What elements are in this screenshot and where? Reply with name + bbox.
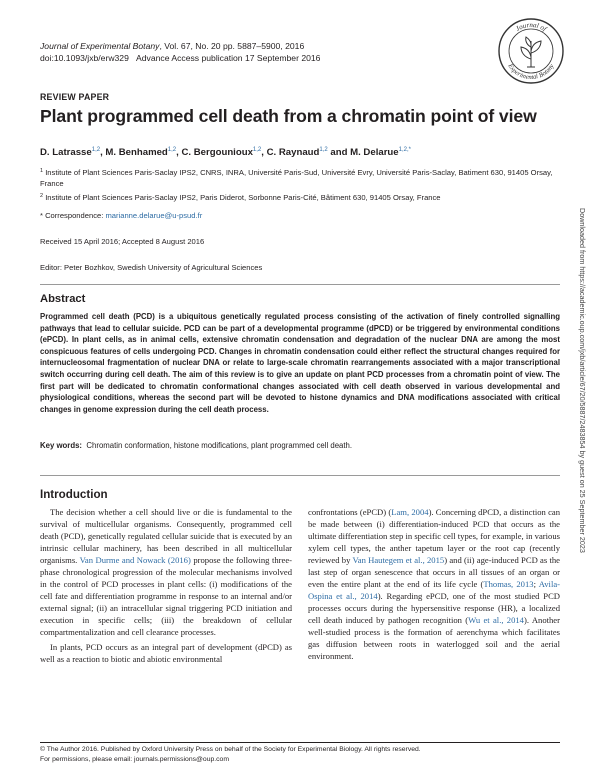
divider (40, 284, 560, 285)
affiliation-text: Institute of Plant Sciences Paris-Saclay IPS2, Paris Diderot, Sorbonne Paris-Cité, Bâtiment 630, 91405 Orsay, France (45, 193, 441, 202)
divider (40, 475, 560, 476)
author-affiliation-marker[interactable]: 1,2 (319, 147, 328, 153)
journal-of-experimental-botany-seal (497, 17, 565, 85)
author-list (40, 147, 411, 158)
author-name[interactable]: D. Latrasse (40, 147, 92, 158)
author-affiliation-marker[interactable]: 1,2 (252, 147, 262, 153)
abstract-heading: Abstract (40, 293, 86, 305)
advance-access: Advance Access publication 17 September 2016 (136, 53, 321, 63)
paragraph (40, 506, 292, 638)
article-type: REVIEW PAPER (40, 92, 110, 102)
citation-link[interactable]: Thomas, 2013 (483, 579, 534, 589)
seal-text-top: Journal of (514, 20, 548, 33)
correspondence (40, 211, 202, 220)
svg-text:Journal of (514, 21, 549, 34)
author-name[interactable]: M. Delarue (350, 147, 399, 158)
paragraph-text: In plants, PCD occurs as an integral part of development (dPCD) as well as a reaction to biotic and abiotic environmental (40, 642, 292, 664)
author-name[interactable]: M. Benhamed (105, 147, 168, 158)
author-affiliation-marker[interactable]: 1,2 (167, 147, 177, 153)
affiliation-1 (40, 166, 560, 189)
footer-divider (40, 742, 560, 743)
received-accepted-dates: Received 15 April 2016; Accepted 8 August 2016 (40, 237, 205, 246)
citation-link[interactable]: Van Durme and Nowack (2016) (79, 555, 191, 565)
paragraph-text: ; (533, 579, 539, 589)
correspondence-label: * Correspondence: (40, 211, 104, 220)
journal-citation: , Vol. 67, No. 20 pp. 5887–5900, 2016 (159, 41, 305, 51)
download-watermark (577, 208, 589, 608)
keywords-text: Chromatin conformation, histone modifications, plant programmed cell death. (86, 441, 353, 450)
affiliation-2 (40, 191, 560, 203)
author-separator: , (261, 147, 267, 158)
paragraph (40, 641, 292, 665)
author-separator: and (327, 147, 351, 158)
journal-name: Journal of Experimental Botany (40, 41, 160, 51)
citation-link[interactable]: Wu et al., 2014 (468, 615, 524, 625)
author-affiliation-marker[interactable]: 1,2,* (398, 147, 411, 153)
paragraph-text: ). Another well-studied process is the formation of aerenchyma which facilitates gas diffusion between roots in waterlogged soil and the aerial environment. (308, 615, 560, 661)
citation-link[interactable]: Van Hautegem et al., 2015 (352, 555, 445, 565)
affiliation-text: Institute of Plant Sciences Paris-Saclay IPS2, CNRS, INRA, Université Paris-Sud, Université Evry, Université Paris-Saclay, Batiment 630, 91405 Orsay, France (40, 168, 553, 188)
copyright-line: © The Author 2016. Published by Oxford University Press on behalf of the Society for Experimental Biology. All rights reserved. (40, 746, 421, 753)
affiliation-number: 1 (40, 168, 44, 174)
seal-text-bottom: Experimental Botany (506, 62, 556, 82)
introduction-right-column (308, 506, 560, 665)
article-title: Plant programmed cell death from a chromatin point of view (40, 106, 537, 126)
abstract-text: Programmed cell death (PCD) is a ubiquitous genetically regulated process consisting of the activation of finely controlled signalling pathways that lead to cellular suicide. PCD can be part of a developmental programme (dPCD) or be triggered by environmental conditions (ePCD). In plant cells, as in animal cells, extensive chromatin condensation and degradation of the nuclear DNA are among the most conspicuous features of cells undergoing PCD. Changes in chromatin condensation could either reflect the structural changes required for internucleosomal fragmentation of nuclear DNA or relate to large-scale chromatin rearrangements associated with a major transcriptional switch occurring during cell death. The aim of this review is to give an update on plant PCD processes from a chromatin point of view. The first part will be dedicated to chromatin conformational changes associated with cell death observed in various developmental and physiological conditions, whereas the second part will be devoted to histone dynamics and DNA modifications associated with critical changes in genome expression during the cell death process. (40, 312, 560, 414)
paragraph (308, 506, 560, 662)
author-separator: , (100, 147, 106, 158)
affiliation-number: 2 (40, 193, 44, 199)
author-separator: , (176, 147, 182, 158)
editor-line: Editor: Peter Bozhkov, Swedish University of Agricultural Sciences (40, 263, 263, 272)
keywords-label: Key words: (40, 441, 83, 450)
paragraph-text: ) and (ii) age-induced PCD as the last step of organ senescence that occurs in all tissues of an organ or even the entire plant at the end of its life cycle ( (308, 555, 560, 589)
paragraph-text: ). Concerning dPCD, a distinction can be made between (i) differentiation-induced PCD that occurs as the ultimate differentiation step in specific cell types, for example, in various xylem cell types, the anther tapetum layer or the root cap (recently reviewed by (308, 507, 561, 565)
download-watermark-text[interactable]: Downloaded from https://academic.oup.com/jxb/article/67/20/5887/2483854 by guest on 25 September 2023 (578, 208, 587, 553)
author-name[interactable]: C. Bergounioux (181, 147, 253, 158)
introduction-left-column (40, 506, 292, 668)
plant-icon (521, 37, 541, 67)
keywords (40, 441, 352, 450)
journal-header (40, 40, 320, 64)
author-affiliation-marker[interactable]: 1,2 (91, 147, 101, 153)
paragraph-text: The decision whether a cell should live or die is fundamental to the survival of multicellular organisms. Consequently, programmed cell death (PCD), genetically regulated cellular suicide that is executed by an intrinsic cellular machinery, has been described in all multicellular organisms. (40, 507, 292, 565)
author-name[interactable]: C. Raynaud (266, 147, 320, 158)
citation-link[interactable]: Lam, 2004 (391, 507, 429, 517)
introduction-heading: Introduction (40, 488, 108, 501)
citation-link[interactable]: Avila-Ospina et al., 2014 (308, 579, 561, 601)
paragraph-text: propose the following three-phase chronological progression of the molecular mechanisms involved in the control of PCD processes in plant cells: (i) modifications of the cell fate and differentiation programme in response to an internal and/or external signal; (ii) an intracellular signal triggering PCD initiation and execution in specific cells; (iii) the breakdown of cellular compartmentalization and cell clearance processes. (40, 555, 292, 637)
paragraph-text: ). Regarding ePCD, one of the most studied PCD processes occurs during the hypersensitive response (HR), a localized cell death induced by pathogen recognition ( (308, 591, 561, 625)
doi[interactable]: doi:10.1093/jxb/erw329 (40, 53, 129, 63)
paragraph-text: confrontations (ePCD) ( (308, 507, 392, 517)
correspondence-email-link[interactable]: marianne.delarue@u-psud.fr (105, 211, 203, 220)
permissions-line: For permissions, please email: journals.permissions@oup.com (40, 756, 229, 763)
